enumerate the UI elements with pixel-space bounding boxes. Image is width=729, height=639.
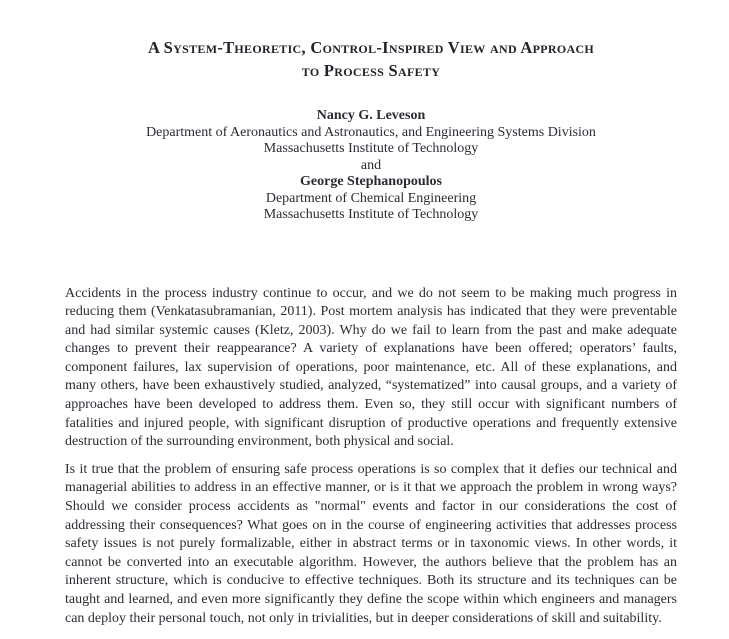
body-text [65,285,677,629]
author-2-name: George Stephanopoulos [300,174,442,189]
paper-title-line-1: A System-Theoretic, Control-Inspired View and Approach [147,38,595,57]
paper-title-line-2: to Process Safety [301,61,441,80]
author-1-department: Department of Aeronautics and Astronautics, and Engineering Systems Division [146,124,596,140]
paragraph-1: Accidents in the process industry continue to occur, and we do not seem to be making much progress in reducing them (Venkatasubramanian, 2011). Post mortem analysis has indicated that they were preventable and had similar systemic causes (Kletz, 2003). Why do we fail to learn from the past and make adequate changes to prevent their reappearance? A variety of explanations have been offered; operators’ faults, component failures, lax supervision of operations, poor maintenance, etc. All of these explanations, and many others, have been exhaustively studied, analyzed, “systematized” into causal groups, and a variety of approaches have been developed to address them. Even so, they still occur with significant numbers of fatalities and injured people, with significant disruption of productive operations and frequently extensive destruction of the surrounding environment, both physical and social. [65,285,677,450]
author-separator: and [360,157,382,173]
author-2-department: Department of Chemical Engineering [265,190,477,206]
author-1-name: Nancy G. Leveson [316,108,426,123]
author-1-institution: Massachusetts Institute of Technology [263,141,479,156]
paragraph-2: Is it true that the problem of ensuring safe process operations is so complex that it defies our technical and managerial abilities to address in an effective manner, or is it that we approach the problem in wrong ways? Should we consider process accidents as "normal" events and factor in our considerations the cost of addressing their consequences? What goes on in the course of engineering activities that addresses process safety issues is not purely formalizable, either in abstract terms or in taxonomic views. In other words, it cannot be converted into an executable algorithm. However, the authors believe that the problem has an inherent structure, which is conducive to effective techniques. Both its structure and its techniques can be taught and learned, and even more significantly they define the scope within which engineers and managers can deploy their personal touch, not only in trivialities, but in deeper considerations of skill and suitability. [65,461,677,626]
paper-title [65,36,677,82]
author-block [65,108,677,224]
author-2-institution: Massachusetts Institute of Technology [263,207,479,222]
